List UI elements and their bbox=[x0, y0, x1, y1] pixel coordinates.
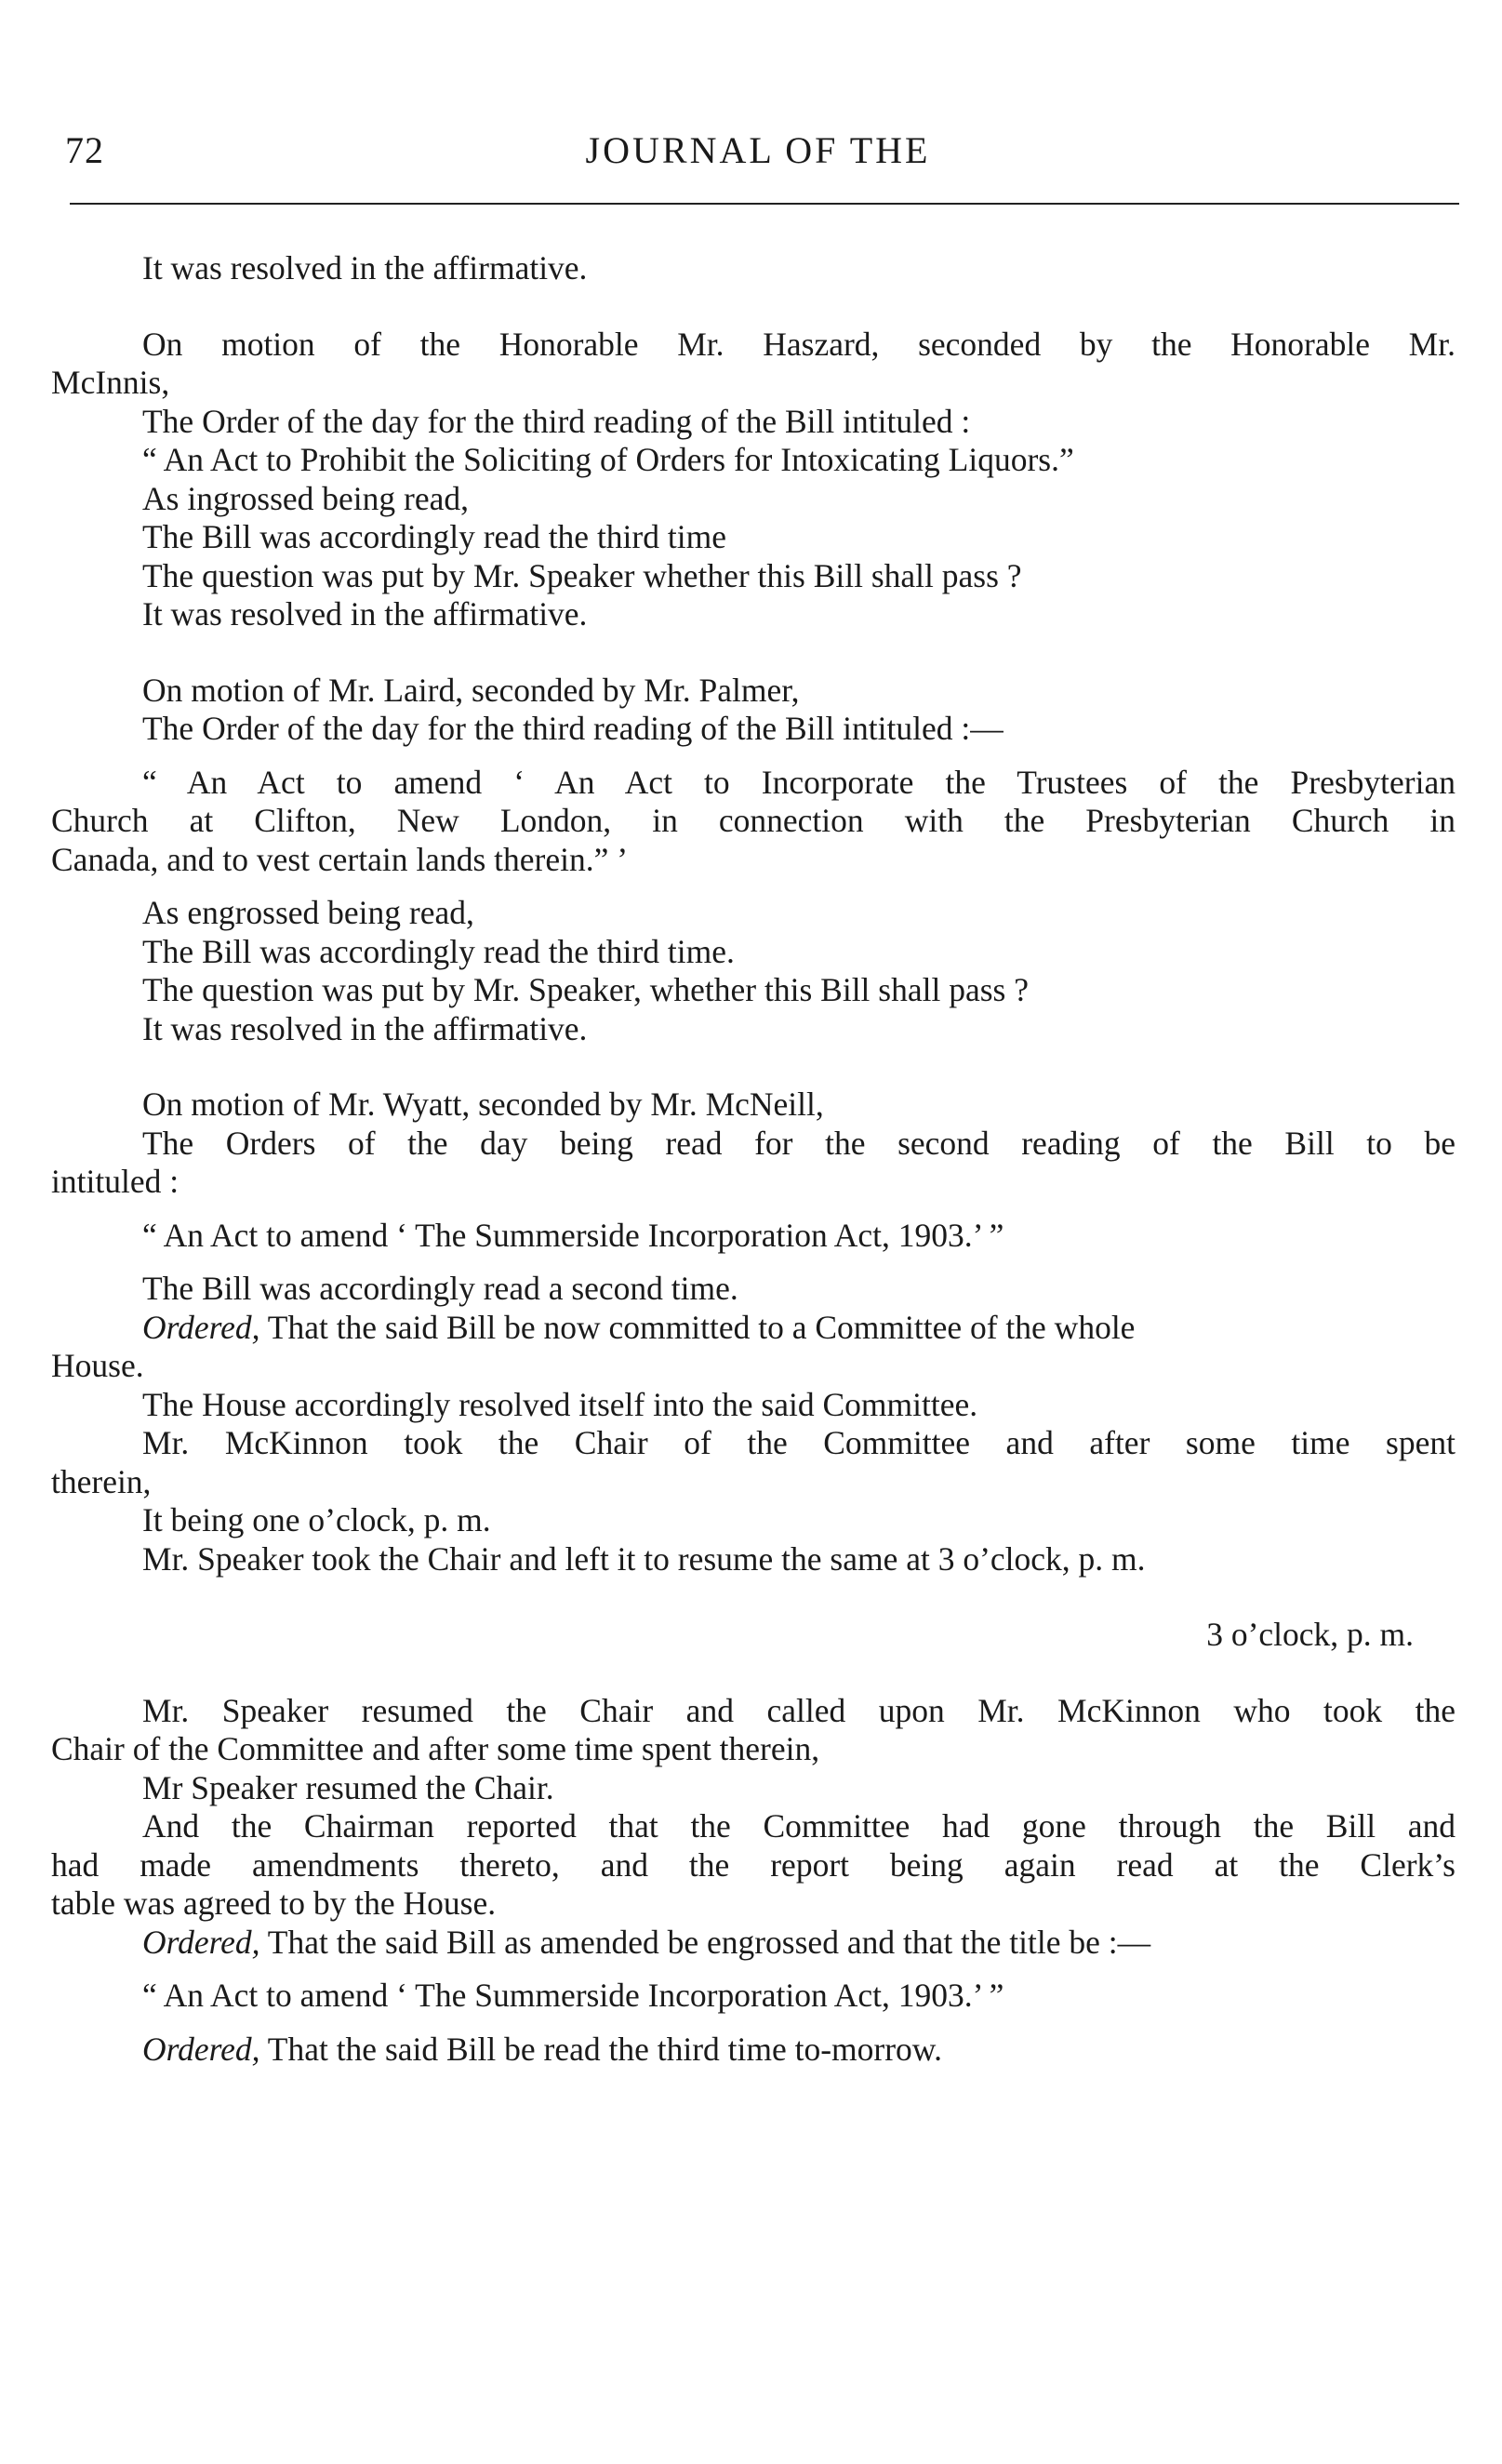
text-line: The House accordingly resolved itself into the said Committee. bbox=[142, 1385, 978, 1423]
header-rule bbox=[70, 203, 1459, 205]
text-line: “ An Act to amend ‘ The Summerside Incorporation Act, 1903.’ ” bbox=[142, 1977, 1004, 2014]
text-line: “ An Act to Prohibit the Soliciting of Orders for Intoxicating Liquors.” bbox=[142, 441, 1074, 478]
text-line: As engrossed being read, bbox=[142, 894, 474, 931]
text-line: It was resolved in the affirmative. bbox=[142, 595, 588, 633]
text-line: It being one o’clock, p. m. bbox=[142, 1501, 491, 1538]
paragraph-gap bbox=[51, 749, 1455, 764]
running-head: JOURNAL OF THE bbox=[585, 129, 931, 171]
ordered-label: Ordered, bbox=[142, 2030, 260, 2068]
text-line: The question was put by Mr. Speaker whether this Bill shall pass ? bbox=[142, 556, 1022, 594]
text-line: McInnis, bbox=[51, 364, 170, 401]
ordered-label: Ordered, bbox=[142, 1923, 260, 1961]
text-line: It was resolved in the affirmative. bbox=[142, 1009, 588, 1047]
text-line: therein, bbox=[51, 1462, 152, 1500]
text-line: The Bill was accordingly read the third time. bbox=[142, 932, 735, 970]
text-line: On motion of the Honorable Mr. Haszard, seconded by the Honorable Mr. bbox=[142, 325, 1455, 363]
text-line: The Orders of the day being read for the second reading of the Bill to be bbox=[142, 1124, 1455, 1162]
text-line: “ An Act to amend ‘ The Summerside Incorporation Act, 1903.’ ” bbox=[142, 1216, 1004, 1254]
ordered-label: Ordered, bbox=[142, 1308, 260, 1346]
text-line: The Order of the day for the third reading of the Bill intituled :— bbox=[142, 710, 1004, 747]
paragraph-gap bbox=[51, 288, 1455, 326]
text-line: Canada, and to vest certain lands therein.” ’ bbox=[51, 840, 629, 878]
text-line: Mr Speaker resumed the Chair. bbox=[142, 1768, 554, 1806]
text-line bbox=[51, 1309, 1455, 1348]
text-line: Mr. Speaker took the Chair and left it to resume the same at 3 o’clock, p. m. bbox=[142, 1539, 1146, 1578]
text-line: Church at Clifton, New London, in connection with the Presbyterian Church in bbox=[51, 802, 1455, 839]
text-line: As ingrossed being read, bbox=[142, 479, 469, 517]
paragraph-gap bbox=[51, 1962, 1455, 1977]
paragraph-gap bbox=[51, 2016, 1455, 2031]
text-line: Chair of the Committee and after some time spent therein, bbox=[51, 1730, 820, 1767]
journal-body bbox=[51, 249, 1455, 2069]
text-line: “ An Act to amend ‘ An Act to Incorporate the Trustees of the Presbyterian bbox=[142, 763, 1455, 801]
text-line bbox=[51, 1924, 1455, 1963]
paragraph-gap bbox=[51, 879, 1455, 894]
text-line: Mr. Speaker resumed the Chair and called upon Mr. McKinnon who took the bbox=[142, 1691, 1455, 1729]
text-line: table was agreed to by the House. bbox=[51, 1885, 497, 1922]
paragraph-gap bbox=[51, 1202, 1455, 1217]
text-line: The Order of the day for the third reading of the Bill intituled : bbox=[142, 402, 971, 440]
text-span: That the said Bill be read the third time to-morrow. bbox=[259, 2030, 943, 2068]
paragraph-gap bbox=[51, 1578, 1455, 1616]
text-line: The Bill was accordingly read the third time bbox=[142, 518, 726, 555]
paragraph-gap bbox=[51, 1255, 1455, 1270]
text-line: The Bill was accordingly read a second time. bbox=[142, 1270, 738, 1307]
time-heading: 3 o’clock, p. m. bbox=[1206, 1616, 1414, 1653]
text-line: And the Chairman reported that the Committee had gone through the Bill and bbox=[142, 1807, 1455, 1845]
text-line bbox=[51, 2031, 1455, 2070]
text-span: That the said Bill as amended be engrossed and that the title be :— bbox=[259, 1923, 1151, 1961]
text-line: The question was put by Mr. Speaker, whether this Bill shall pass ? bbox=[142, 971, 1029, 1008]
text-line: Mr. McKinnon took the Chair of the Committee and after some time spent bbox=[142, 1424, 1455, 1461]
page-number: 72 bbox=[65, 129, 104, 171]
page-header bbox=[65, 128, 1451, 184]
text-line: intituled : bbox=[51, 1163, 179, 1200]
text-span: That the said Bill be now committed to a Committee of the whole bbox=[259, 1308, 1136, 1346]
paragraph-gap bbox=[51, 634, 1455, 672]
text-line: On motion of Mr. Laird, seconded by Mr. Palmer, bbox=[142, 671, 800, 709]
text-line: House. bbox=[51, 1347, 144, 1384]
text-line: On motion of Mr. Wyatt, seconded by Mr. McNeill, bbox=[142, 1085, 824, 1123]
paragraph-gap bbox=[51, 1048, 1455, 1085]
paragraph-gap bbox=[51, 1655, 1455, 1692]
text-line: It was resolved in the affirmative. bbox=[142, 249, 588, 286]
text-line: had made amendments thereto, and the report being again read at the Clerk’s bbox=[51, 1845, 1455, 1884]
